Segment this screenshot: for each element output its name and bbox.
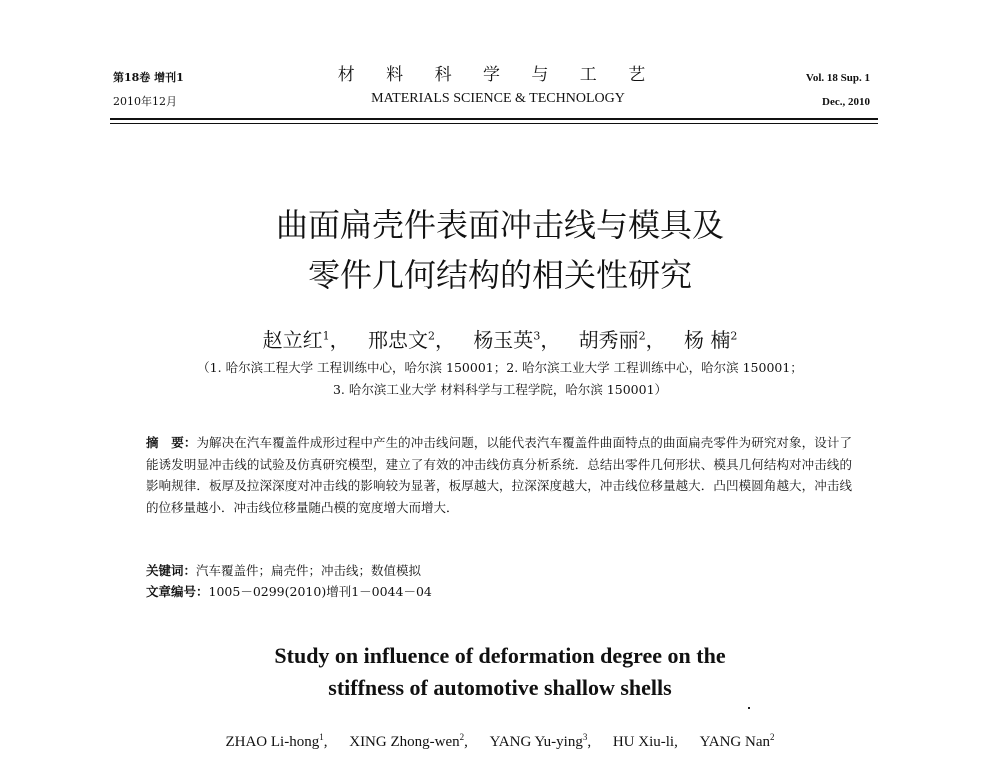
volume-issue-en: Vol. 18 Sup. 1	[805, 72, 870, 84]
affiliation-line-2: 3. 哈尔滨工业大学 材料科学与工程学院，哈尔滨 150001）	[332, 382, 668, 397]
paper-title-en	[0, 640, 1000, 704]
title-en-line-2: stiffness of automotive shallow shells	[328, 675, 672, 700]
article-number	[146, 582, 852, 602]
abstract	[146, 432, 852, 518]
journal-title-cn: 材 料 科 学 与 工 艺	[337, 65, 659, 85]
author-en: YANG Yu-ying$^3$,	[489, 732, 592, 750]
header-volume-cn-block	[113, 66, 184, 114]
keywords-label: 关键词：	[146, 563, 197, 578]
affiliations	[0, 357, 1000, 401]
title-cn-line-1: 曲面扁壳件表面冲击线与模具及	[275, 206, 724, 244]
abstract-text: 为解决在汽车覆盖件成形过程中产生的冲击线问题，以能代表汽车覆盖件曲面特点的曲面扁壳零件为研究对象，设计了能诱发明显冲击线的试验及仿真研究模型，建立了有效的冲击线仿真分析系统．总结出零件几何形状、模具几何结构对冲击线的影响规律．板厚及拉深深度对冲击线的影响较为显著，板厚越大，拉深深度越大，冲击线位移量越大．凸凹模圆角越大，冲击线的位移量越小．冲击线位移量随凸模的宽度增大而增大．	[146, 435, 852, 515]
date-cn: 2010年12月	[113, 95, 177, 108]
author-cn: 杨玉英$^3$，	[473, 327, 561, 352]
volume-issue-cn: 第18卷 增刊1	[113, 71, 184, 84]
stray-dot	[748, 707, 750, 709]
author-en: ZHAO Li-hong$^1$,	[225, 732, 328, 750]
author-cn: 赵立红$^1$，	[262, 327, 350, 352]
header-rule-thin	[110, 123, 878, 124]
keywords	[146, 561, 852, 581]
title-en-line-1: Study on influence of deformation degree on the	[274, 643, 726, 668]
author-en: XING Zhong-wen$^2$,	[349, 732, 468, 750]
date-en: Dec., 2010	[822, 96, 870, 108]
authors-en	[0, 726, 1000, 753]
title-cn-line-2: 零件几何结构的相关性研究	[307, 256, 692, 294]
paper-title-cn	[0, 200, 1000, 300]
journal-title-block	[300, 62, 696, 110]
author-en: HU Xiu-li,	[612, 734, 678, 750]
affiliation-line-1: （1. 哈尔滨工程大学 工程训练中心，哈尔滨 150001；2. 哈尔滨工业大学 工程训练中心，哈尔滨 150001；	[197, 360, 803, 375]
header-volume-en-block	[806, 66, 870, 114]
journal-title-en: MATERIALS SCIENCE & TECHNOLOGY	[371, 91, 625, 106]
article-number-label: 文章编号：	[146, 584, 209, 599]
keywords-text: 汽车覆盖件；扁壳件；冲击线；数值模拟	[196, 563, 422, 578]
header-rule-thick	[110, 118, 878, 120]
author-cn: 邢忠文$^2$，	[367, 327, 455, 352]
abstract-label: 摘 要：	[146, 435, 197, 450]
author-cn: 胡秀丽$^2$，	[578, 327, 666, 352]
article-number-text: 1005－0299(2010)增刊1－0044－04	[208, 584, 432, 599]
authors-cn	[0, 322, 1000, 354]
author-en: YANG Nan$^2$	[699, 732, 775, 750]
author-cn: 杨 楠$^2$	[684, 327, 738, 352]
